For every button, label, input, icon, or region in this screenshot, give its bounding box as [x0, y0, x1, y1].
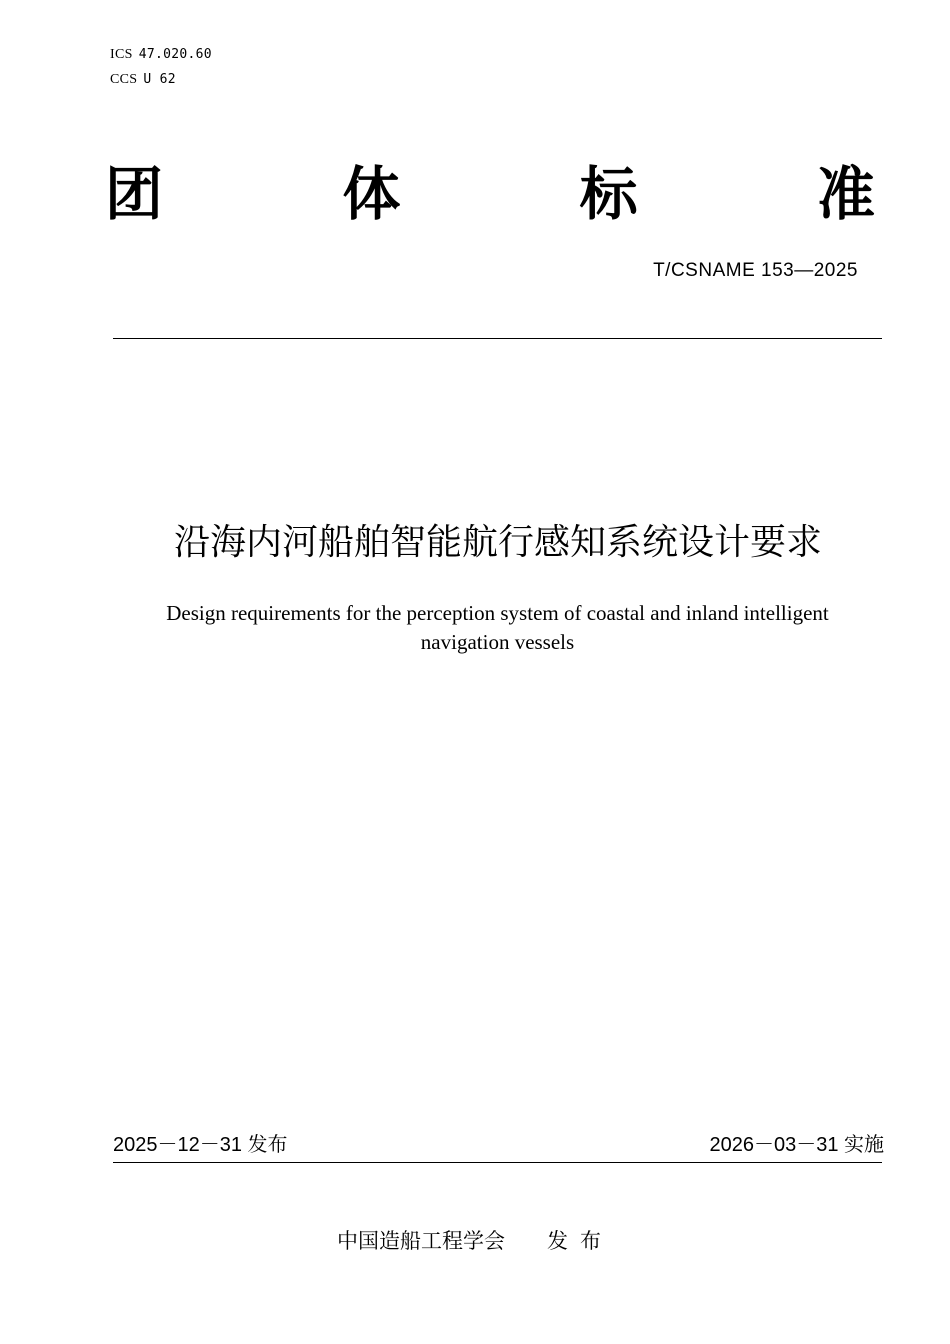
ics-value: 47.020.60 — [138, 47, 212, 62]
standard-type-heading — [105, 160, 875, 228]
ccs-code — [110, 72, 176, 88]
issue-date: 2025－12－31 发布 — [113, 1134, 288, 1156]
standard-type-char: 准 — [816, 160, 875, 228]
bottom-divider — [113, 1162, 882, 1163]
publisher-name: 中国造船工程学会 — [337, 1229, 505, 1253]
ccs-value: U 62 — [143, 72, 176, 87]
standard-type-char: 标 — [579, 160, 638, 228]
top-divider — [113, 338, 882, 339]
title-english — [140, 599, 855, 657]
standard-number: T/CSNAME 153—2025 — [653, 260, 858, 281]
title-chinese: 沿海内河船舶智能航行感知系统设计要求 — [173, 522, 822, 563]
standard-type-char: 体 — [342, 160, 401, 228]
ics-label: ICS — [110, 47, 133, 62]
effective-date: 2026－03－31 实施 — [709, 1134, 884, 1156]
ics-code — [110, 47, 212, 63]
publisher-line — [0, 1226, 950, 1256]
title-english-line-2: navigation vessels — [420, 630, 575, 654]
title-english-line-1: Design requirements for the perception system of coastal and inland intelligent — [166, 601, 829, 625]
ccs-label: CCS — [110, 72, 138, 87]
standard-type-char: 团 — [105, 160, 164, 228]
publisher-action: 发布 — [547, 1229, 613, 1253]
